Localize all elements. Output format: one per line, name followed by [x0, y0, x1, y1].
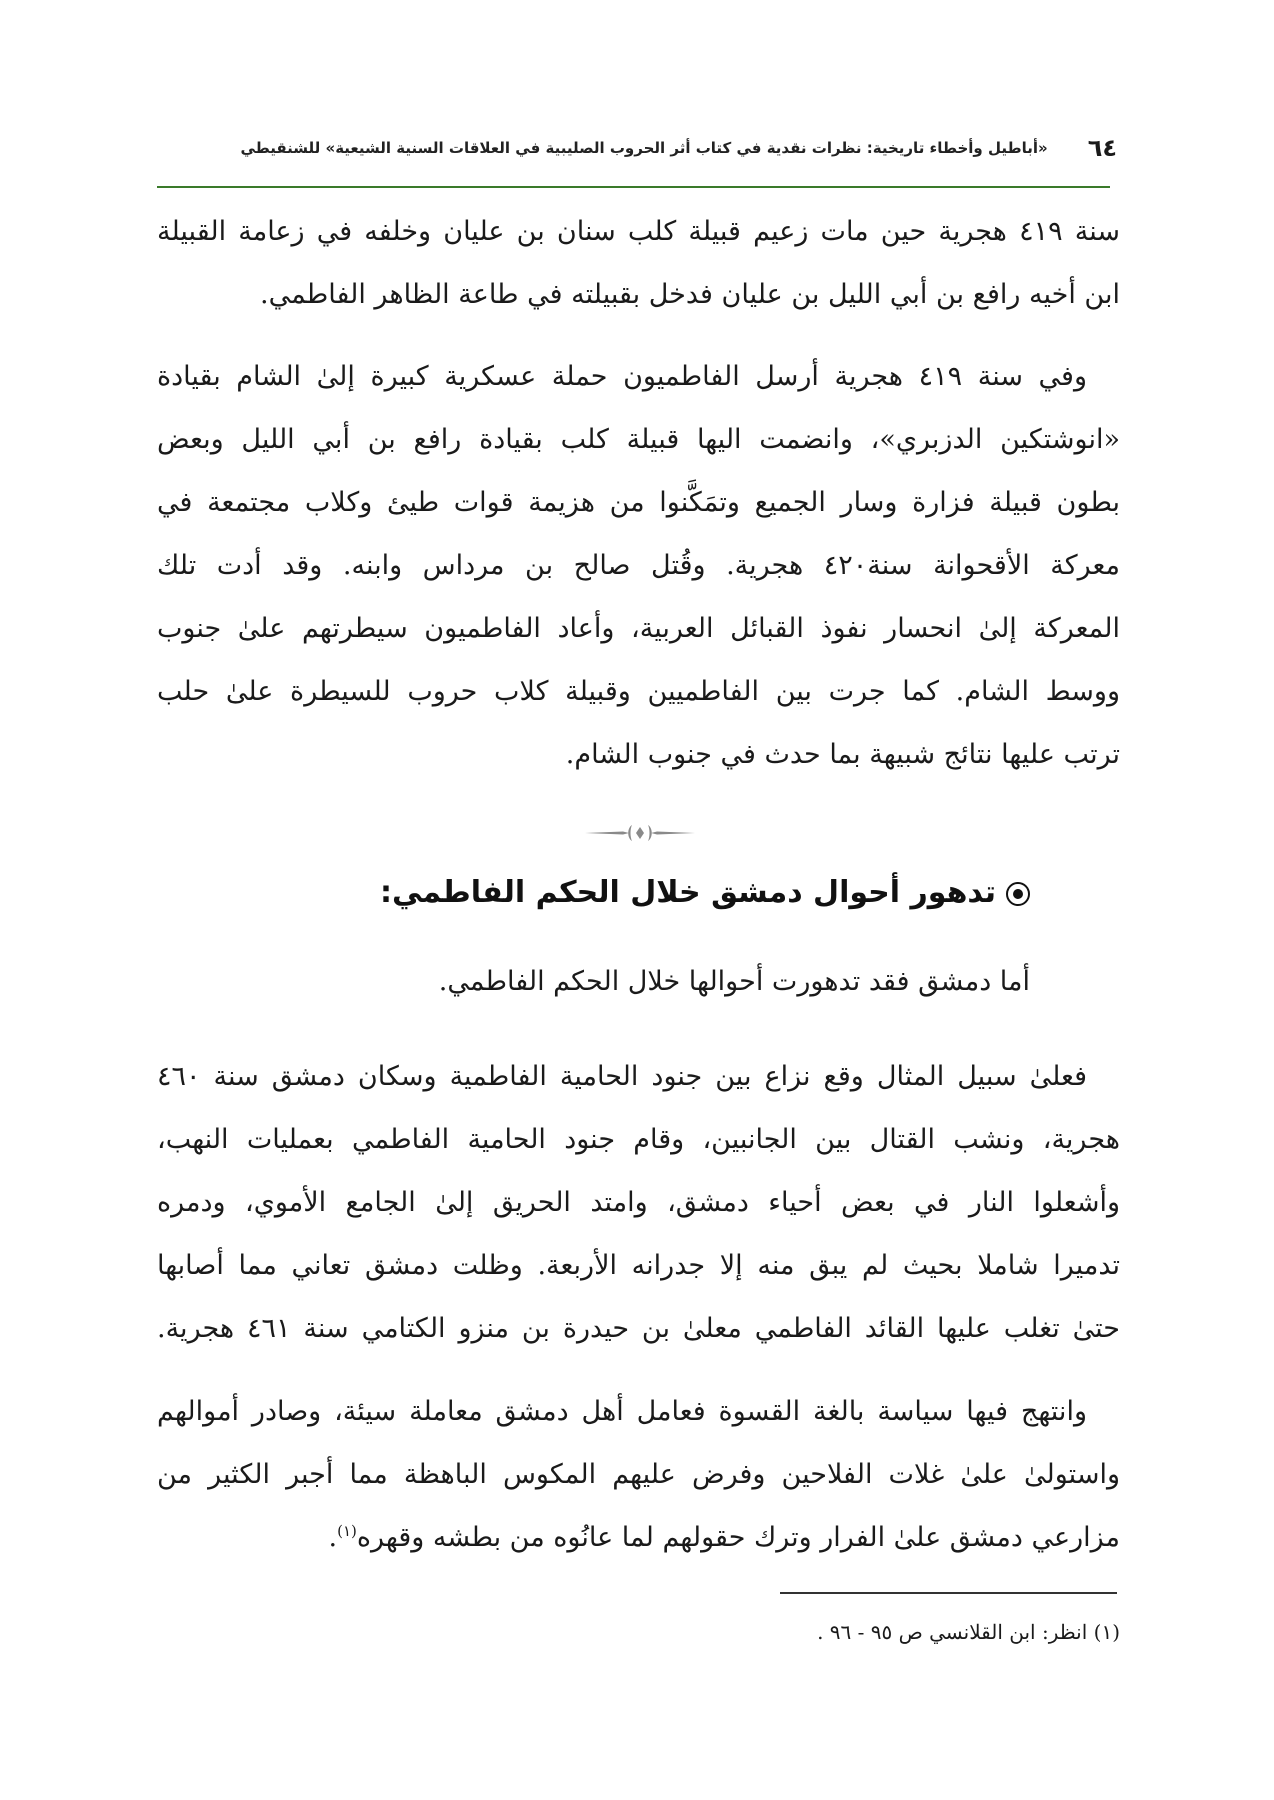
text-line: «انوشتكين الدزبري»، وانضمت اليها قبيلة كلب بقيادة رافع بن أبي الليل وبعض [157, 424, 1120, 455]
paragraph-5 [157, 1380, 1120, 1569]
end-punctuation: . [328, 1522, 338, 1553]
footnote-text: (١) انظر: ابن القلانسي ص ٩٥ - ٩٦ . [817, 1620, 1120, 1644]
section-ornament-icon [585, 822, 695, 844]
text-line: بطون قبيلة فزارة وسار الجميع وتمَكَّنوا من هزيمة قوات طيئ وكلاب مجتمعة في [157, 487, 1120, 518]
text-line: المعركة إلىٰ انحسار نفوذ القبائل العربية، وأعاد الفاطميون سيطرتهم علىٰ جنوب [157, 613, 1120, 644]
text-line: وأشعلوا النار في بعض أحياء دمشق، وامتد الحريق إلىٰ الجامع الأموي، ودمره [157, 1187, 1120, 1218]
text-line: واستولىٰ علىٰ غلات الفلاحين وفرض عليهم المكوس الباهظة مما أجبر الكثير من [157, 1459, 1120, 1490]
page-number: ٦٤ [1087, 134, 1117, 162]
footnote [157, 1615, 1120, 1649]
text-line: ووسط الشام. كما جرت بين الفاطميين وقبيلة كلاب حروب للسيطرة علىٰ حلب [157, 676, 1120, 707]
text-line: وانتهج فيها سياسة بالغة القسوة فعامل أهل دمشق معاملة سيئة، وصادر أموالهم [157, 1396, 1087, 1427]
text-line: فعلىٰ سبيل المثال وقع نزاع بين جنود الحامية الفاطمية وسكان دمشق سنة ٤٦٠ [157, 1061, 1087, 1092]
text-line-content: مزارعي دمشق علىٰ الفرار وترك حقولهم لما عانُوه من بطشه وقهره [356, 1522, 1120, 1553]
text-line: سنة ٤١٩ هجرية حين مات زعيم قبيلة كلب سنان بن عليان وخلفه في زعامة القبيلة [157, 216, 1120, 247]
text-line: تدميرا شاملا بحيث لم يبق منه إلا جدرانه الأربعة. وظلت دمشق تعاني مما أصابها [157, 1250, 1120, 1281]
section-heading [157, 868, 1120, 918]
paragraph-1 [157, 200, 1120, 326]
section-heading-text: تدهور أحوال دمشق خلال الحكم الفاطمي: [380, 875, 996, 910]
header-divider [157, 186, 1110, 188]
footnote-divider [780, 1592, 1117, 1594]
running-header [157, 128, 1117, 168]
text-line: ابن أخيه رافع بن أبي الليل بن عليان فدخل بقبيلته في طاعة الظاهر الفاطمي. [260, 279, 1120, 310]
paragraph-4 [157, 1045, 1120, 1360]
text-line: هجرية، ونشب القتال بين الجانبين، وقام جنود الحامية الفاطمي بعمليات النهب، [157, 1124, 1120, 1155]
text-line: حتىٰ تغلب عليها القائد الفاطمي معلىٰ بن حيدرة بن منزو الكتامي سنة ٤٦١ هجرية. [157, 1313, 1120, 1344]
text-line [157, 1506, 1120, 1569]
circled-dot-icon [1006, 882, 1030, 906]
text-line: وفي سنة ٤١٩ هجرية أرسل الفاطميون حملة عسكرية كبيرة إلىٰ الشام بقيادة [157, 361, 1087, 392]
running-title: «أباطيل وأخطاء تاريخية: نظرات نقدية في كتاب أثر الحروب الصليبية في العلاقات السنية الشيعية» للشنقيطي [240, 139, 1048, 157]
footnote-reference[interactable]: (١) [337, 1522, 357, 1540]
paragraph-2 [157, 345, 1120, 786]
paragraph-3 [157, 950, 1120, 1013]
text-line: معركة الأقحوانة سنة٤٢٠ هجرية. وقُتل صالح بن مرداس وابنه. وقد أدت تلك [157, 550, 1120, 581]
text-line: ترتب عليها نتائج شبيهة بما حدث في جنوب الشام. [565, 739, 1120, 770]
text-line: أما دمشق فقد تدهورت أحوالها خلال الحكم الفاطمي. [438, 966, 1030, 997]
